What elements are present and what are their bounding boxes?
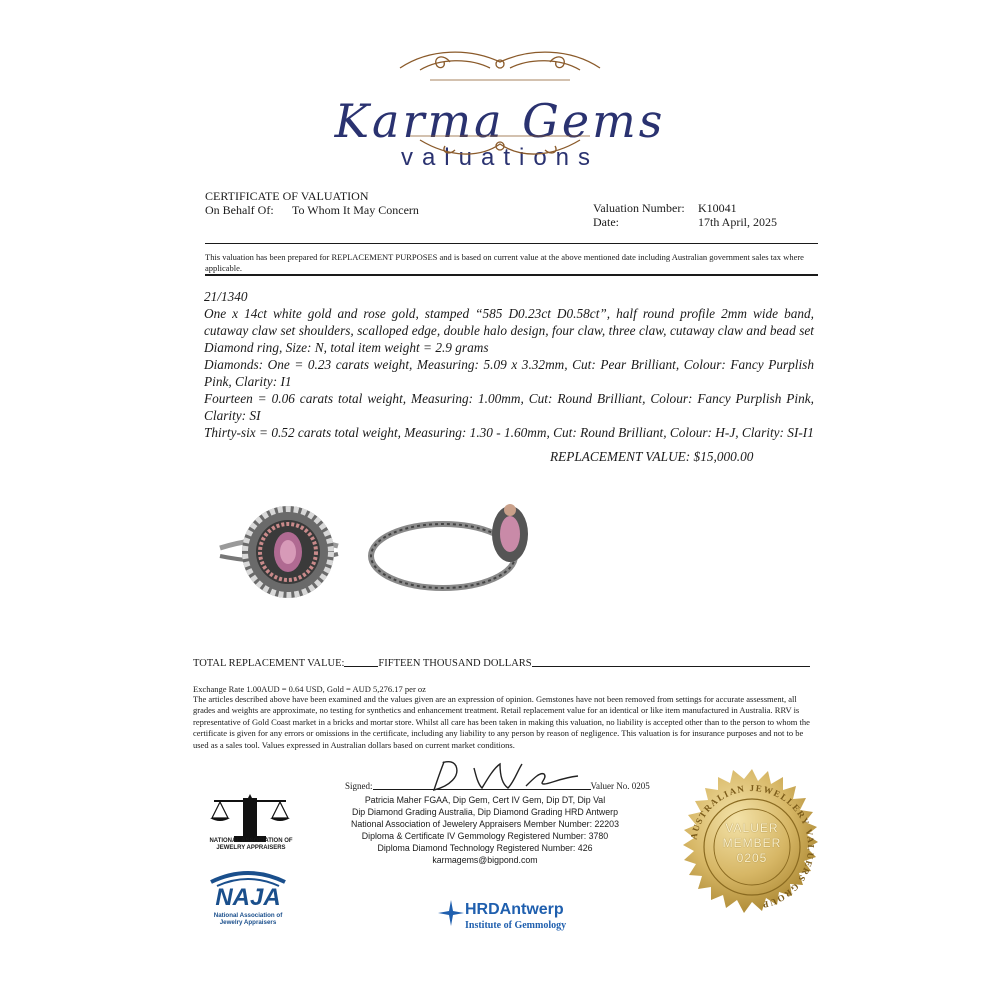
signed-label: Signed: xyxy=(345,781,373,791)
exchange-rate: Exchange Rate 1.00AUD = 0.64 USD, Gold = AUD 5,276.17 per oz xyxy=(193,684,426,694)
naja-name: NAJA xyxy=(215,884,281,911)
signature-icon xyxy=(430,758,590,794)
valuer-credential-line: Diploma Diamond Technology Registered Number: 426 xyxy=(377,843,593,853)
date-label: Date: xyxy=(593,215,619,229)
total-replacement-line xyxy=(193,658,810,670)
valuer-email: karmagems@bigpond.com xyxy=(432,855,538,865)
on-behalf-label: On Behalf Of: xyxy=(205,203,274,217)
naa-caption: NATIONAL ASSOCIATION OF JEWELRY APPRAISERS xyxy=(209,838,293,851)
purpose-statement: This valuation has been prepared for REPLACEMENT PURPOSES and is based on current value at the above mentioned date including Australian government sales tax where applicable. xyxy=(205,252,804,273)
naja-caption: National Association of Jewelry Appraisers xyxy=(213,912,283,926)
valuer-name: Patricia Maher FGAA, Dip Gem, Cert IV Gem, Dip DT, Dip Val xyxy=(364,795,606,805)
logo-bottom-ornament-icon xyxy=(400,128,600,160)
diamond-centre: Diamonds: One = 0.23 carats weight, Measuring: 5.09 x 3.32mm, Cut: Pear Brilliant, Colour: Fancy Purplish Pink, Clarity: I1 xyxy=(204,357,814,389)
hrd-star-icon xyxy=(438,900,464,926)
disclaimer-text: The articles described above have been examined and the values given are an expression of opinion. Gemstones have not been removed from settings for accurate assessment, all grades and weights are approximate, no testing for synthetics and enhancement treatment. Retail replacement value for an identical or like item manufactured in Australia. RRV is representative of Gold Coast market in a bricks and mortar store. Whilst all care has been taken in making this valuation, no liability is accepted other than to the person to whom the certificate is given for any errors or omissions in the certificate, including any liability to any person by reason of negligence. This valuation is for insurance purposes and not to be used as a sales tool. Values expressed in Australian dollars based on current market conditions. xyxy=(193,694,810,750)
seal-ring-text: AUSTRALIAN JEWELLERY VALUERS GROUP xyxy=(688,782,817,911)
hrd-caption: Institute of Gemmology xyxy=(465,920,567,931)
hrd-name: HRDAntwerp xyxy=(465,901,564,918)
valuer-credential-line: Diploma & Certificate IV Gemmology Registered Number: 3780 xyxy=(361,831,609,841)
valuation-number-value: K10041 xyxy=(698,201,737,215)
seal-line-member: MEMBER xyxy=(722,836,782,850)
purpose-divider xyxy=(205,274,818,276)
certificate-title: CERTIFICATE OF VALUATION xyxy=(205,189,369,203)
logo-sub-text: valuations xyxy=(400,144,600,171)
seal-line-number: 0205 xyxy=(736,851,768,865)
item-summary: One x 14ct white gold and rose gold, stamped “585 D0.23ct D0.58ct”, half round profile 2mm wide band, cutaway claw set shoulders, scalloped edge, double halo design, four claw, three claw, cutaway claw and bead set Diamond ring, Size: N, total item weight = 2.9 grams xyxy=(204,306,814,355)
seal-center-text xyxy=(672,821,832,866)
valuation-number-label: Valuation Number: xyxy=(593,201,685,215)
item-description xyxy=(204,288,814,441)
item-reference: 21/1340 xyxy=(204,289,248,304)
on-behalf-value: To Whom It May Concern xyxy=(292,203,419,217)
diamond-halo: Fourteen = 0.06 carats total weight, Measuring: 1.00mm, Cut: Round Brilliant, Colour: Fancy Purplish Pink, Clarity: SI xyxy=(204,391,814,423)
valuer-member-seal xyxy=(672,767,832,927)
seal-line-valuer: VALUER xyxy=(725,821,779,835)
total-value: FIFTEEN THOUSAND DOLLARS xyxy=(378,658,532,669)
valuer-credential-line: National Association of Jewelery Appraisers Member Number: 22203 xyxy=(351,819,619,829)
logo-script-text: Karma Gems xyxy=(334,94,666,148)
ring-photo xyxy=(218,496,818,606)
valuer-credentials xyxy=(300,794,670,866)
valuer-credential-line: Dip Diamond Grading Australia, Dip Diamond Grading HRD Antwerp xyxy=(352,807,618,817)
date-value: 17th April, 2025 xyxy=(698,215,778,229)
valuer-number: Valuer No. 0205 xyxy=(590,781,650,791)
replacement-value: REPLACEMENT VALUE: $15,000.00 xyxy=(550,449,754,464)
header-divider xyxy=(205,243,818,244)
total-label: TOTAL REPLACEMENT VALUE: xyxy=(193,658,345,669)
diamond-shoulders: Thirty-six = 0.52 carats total weight, Measuring: 1.30 - 1.60mm, Cut: Round Brilliant, Colour: H-J, Clarity: SI-I1 xyxy=(204,425,814,440)
logo-top-ornament-icon xyxy=(330,40,670,100)
